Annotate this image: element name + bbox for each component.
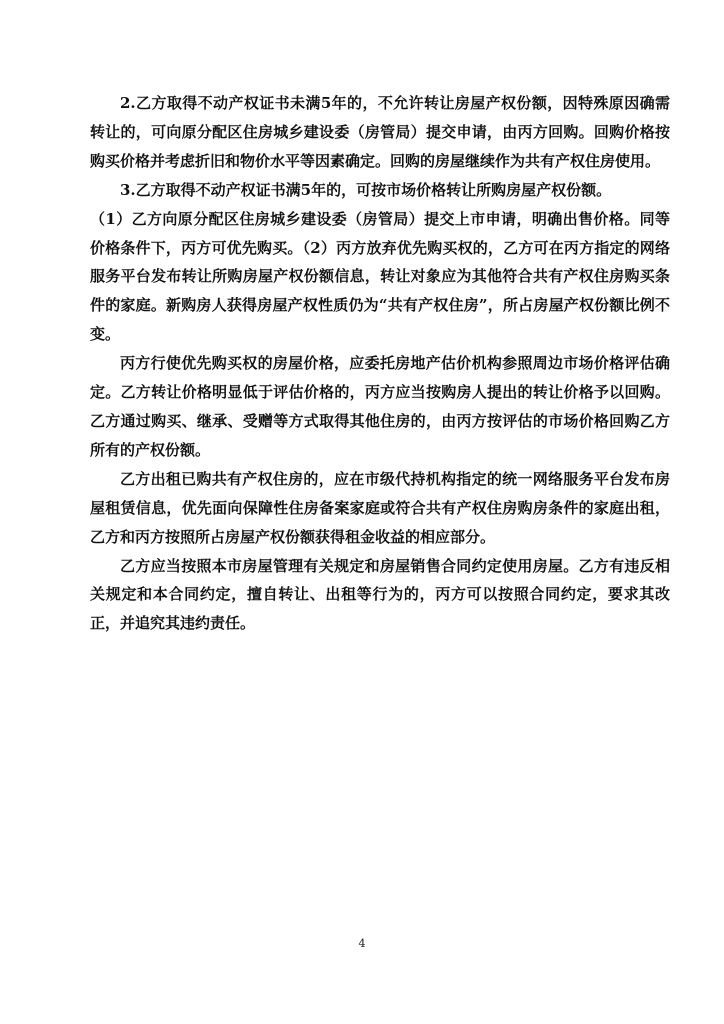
document-body	[90, 89, 670, 638]
paragraph-priority-purchase-price: 丙方行使优先购买权的房屋价格，应委托房地产估价机构参照周边市场价格评估确定。乙方转让价格明显低于评估价格的，丙方应当按购房人提出的转让价格予以回购。乙方通过购买、继承、受赠等方式取得其他住房的，由丙方按评估的市场价格回购乙方所有的产权份额。	[90, 354, 670, 459]
paragraph-listing-procedure: （1）乙方向原分配区住房城乡建设委（房管局）提交上市申请，明确出售价格。同等价格条件下，丙方可优先购买。（2）丙方放弃优先购买权的，乙方可在丙方指定的网络服务平台发布转让所购房屋产权份额信息，转让对象应为其他符合共有产权住房购买条件的家庭。新购房人获得房屋产权性质仍为“共有产权住房”，所占房屋产权份额比例不变。	[90, 209, 670, 344]
paragraph-resale-over-5-years: 3.乙方取得不动产权证书满5年的，可按市场价格转让所购房屋产权份额。	[120, 180, 612, 199]
page-number: 4	[358, 937, 366, 950]
paragraph-resale-under-5-years: 2.乙方取得不动产权证书未满5年的，不允许转让房屋产权份额，因特殊原因确需转让的，可向原分配区住房城乡建设委（房管局）提交申请，由丙方回购。回购价格按购买价格并考虑折旧和物价水平等因素确定。回购的房屋继续作为共有产权住房使用。	[90, 94, 670, 170]
paragraph-usage-and-liability: 乙方应当按照本市房屋管理有关规定和房屋销售合同约定使用房屋。乙方有违反相关规定和本合同约定，擅自转让、出租等行为的，丙方可以按照合同约定，要求其改正，并追究其违约责任。	[90, 556, 670, 633]
paragraph-rental: 乙方出租已购共有产权住房的，应在市级代持机构指定的统一网络服务平台发布房屋租赁信息，优先面向保障性住房备案家庭或符合共有产权住房购房条件的家庭出租，乙方和丙方按照所占房屋产权份额获得租金收益的相应部分。	[90, 469, 670, 546]
